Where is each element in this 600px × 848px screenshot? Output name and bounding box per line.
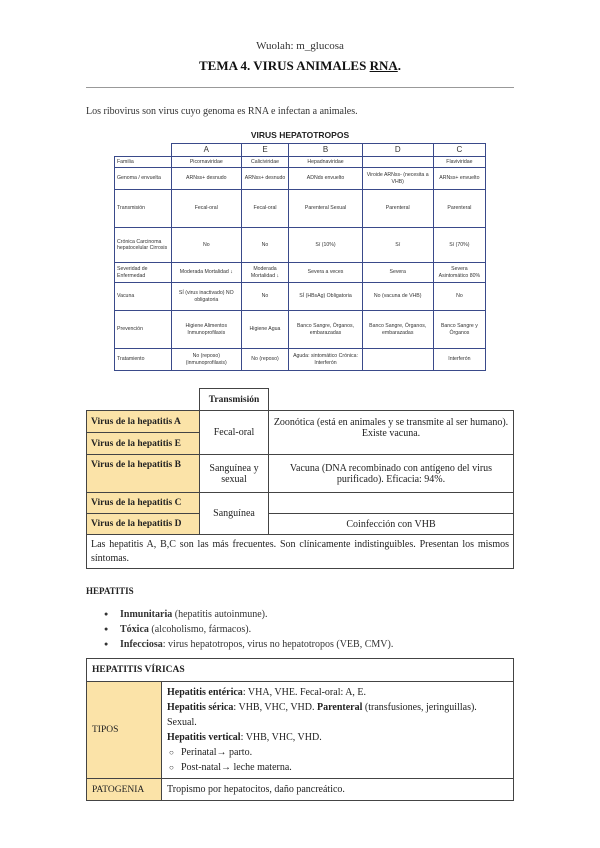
row-label: Vacuna xyxy=(115,283,172,311)
hepatitis-title: HEPATITIS xyxy=(86,586,134,596)
table-cell: Fecal-oral xyxy=(241,190,289,228)
table-cell: Sí (10%) xyxy=(289,228,362,263)
transmision-info-empty xyxy=(269,493,514,514)
table-cell: No xyxy=(241,283,289,311)
transmision-corner xyxy=(87,389,200,411)
table-cell: Flaviviridae xyxy=(433,157,485,168)
col-header: A xyxy=(172,144,242,157)
page-title xyxy=(0,58,600,74)
table-cell: Severa Asintomático 80% xyxy=(433,263,485,283)
item-text: : virus hepatotropos, virus no hepatotropos (VEB, CMV). xyxy=(162,639,394,650)
tipo-enterica xyxy=(167,685,508,700)
table-cell: Severa a veces xyxy=(289,263,362,283)
table-cell: Higiene Agua xyxy=(241,311,289,349)
table-cell: ARNss+ envuelto xyxy=(433,168,485,190)
circle-bullet-icon: ○ xyxy=(169,748,174,757)
table-cell: No xyxy=(433,283,485,311)
list-item xyxy=(104,637,393,652)
table-cell: Banco Sangre y Órganos xyxy=(433,311,485,349)
table-cell: Banco Sangre, Órganos, embarazadas xyxy=(362,311,433,349)
table-cell: Hepadnaviridae xyxy=(289,157,362,168)
transmision-info: Coinfección con VHB xyxy=(269,514,514,535)
transmision-mode: Sanguínea xyxy=(200,493,269,535)
table-cell: Parenteral Sexual xyxy=(289,190,362,228)
intro-paragraph: Los ribovirus son virus cuyo genoma es RNA e infectan a animales. xyxy=(86,106,358,117)
table-cell: No xyxy=(241,228,289,263)
table-cell: Sí xyxy=(362,228,433,263)
col-header: B xyxy=(289,144,362,157)
document-header-user: Wuolah: m_glucosa xyxy=(256,40,344,52)
table-cell: ADNds envuelto xyxy=(289,168,362,190)
enterica-text: : VHA, VHE. Fecal-oral: A, E. xyxy=(242,687,367,698)
list-item xyxy=(104,622,393,637)
item-bold: Inmunitaria xyxy=(120,609,173,620)
table-cell: Parenteral xyxy=(362,190,433,228)
postnatal-text: Post-natal→ leche materna. xyxy=(181,762,292,773)
tipo-vertical xyxy=(167,730,508,745)
table-cell: Interferón xyxy=(433,349,485,371)
virus-name: Virus de la hepatitis E xyxy=(87,433,200,455)
sub-item-postnatal xyxy=(167,760,508,775)
row-label: Familia xyxy=(115,157,172,168)
table-cell: Moderada Mortalidad ↓ xyxy=(172,263,242,283)
col-header: E xyxy=(241,144,289,157)
hepatotropos-table xyxy=(114,143,486,371)
table-cell: Aguda: sintomático Crónica: Interferón xyxy=(289,349,362,371)
transmision-header: Transmisión xyxy=(200,389,269,411)
table-cell: Caliciviridae xyxy=(241,157,289,168)
virus-name: Virus de la hepatitis C xyxy=(87,493,200,514)
enterica-bold: Hepatitis entérica xyxy=(167,687,243,698)
table-cell: ARNss+ desnudo xyxy=(172,168,242,190)
table-cell: Higiene Alimentos Inmunoprofilaxis xyxy=(172,311,242,349)
col-header: C xyxy=(433,144,485,157)
transmision-info: Vacuna (DNA recombinado con antígeno del virus purificado). Eficacia: 94%. xyxy=(269,455,514,493)
table-cell: Moderada Mortalidad ↓ xyxy=(241,263,289,283)
row-label: Severidad de Enfermedad xyxy=(115,263,172,283)
perinatal-text: Perinatal→ parto. xyxy=(181,747,253,758)
virus-name: Virus de la hepatitis A xyxy=(87,411,200,433)
tipo-serica xyxy=(167,700,508,730)
item-text: (alcoholismo, fármacos). xyxy=(148,624,252,635)
transmision-mode: Sanguínea y sexual xyxy=(200,455,269,493)
title-suffix: . xyxy=(397,58,402,73)
item-bold: Tóxica xyxy=(120,624,149,635)
table-cell xyxy=(362,349,433,371)
table-cell: Picornaviridae xyxy=(172,157,242,168)
title-prefix: TEMA 4. VIRUS ANIMALES xyxy=(198,58,370,73)
tipos-content xyxy=(162,682,514,779)
item-text: (hepatitis autoinmune). xyxy=(172,609,268,620)
row-label: Crónica Carcinoma hepatocelular Cirrosis xyxy=(115,228,172,263)
serica-bold: Hepatitis sérica xyxy=(167,702,234,713)
transmision-note: Las hepatitis A, B,C son las más frecuentes. Son clínicamente indistinguibles. Presentan los mismos síntomas. xyxy=(87,535,514,569)
transmision-mode: Fecal-oral xyxy=(200,411,269,455)
title-divider xyxy=(86,87,514,88)
serica-text: : VHB, VHC, VHD. xyxy=(233,702,318,713)
table-cell: Banco Sangre, Órganos, embarazadas xyxy=(289,311,362,349)
virus-name: Virus de la hepatitis B xyxy=(87,455,200,493)
vertical-text: : VHB, VHC, VHD. xyxy=(240,732,322,743)
patogenia-text: Tropismo por hepatocitos, daño pancreático. xyxy=(162,779,514,801)
item-bold: Infecciosa xyxy=(120,639,163,650)
hepatotropos-title: VIRUS HEPATOTROPOS xyxy=(250,130,350,140)
circle-bullet-icon: ○ xyxy=(169,763,174,772)
row-label: Transmisión xyxy=(115,190,172,228)
col-header: D xyxy=(362,144,433,157)
tipos-label: TIPOS xyxy=(87,682,162,779)
row-label: Tratamiento xyxy=(115,349,172,371)
table-cell: No (reposo) xyxy=(241,349,289,371)
transmision-corner-right xyxy=(269,389,514,411)
transmision-table xyxy=(86,388,514,569)
table-cell: Fecal-oral xyxy=(172,190,242,228)
table-cell: Viroide ARNss- (necesita a VHB) xyxy=(362,168,433,190)
list-item xyxy=(104,607,393,622)
serica-bold2: Parenteral xyxy=(317,702,363,713)
vertical-bold: Hepatitis vertical xyxy=(167,732,241,743)
row-label: Genoma / envuelta xyxy=(115,168,172,190)
table-cell: ARNss+ desnudo xyxy=(241,168,289,190)
table-cell xyxy=(362,157,433,168)
transmision-info: Zoonótica (está en animales y se transmite al ser humano). Existe vacuna. xyxy=(269,411,514,455)
hepatitis-list xyxy=(104,607,393,652)
viricas-title: HEPATITIS VÍRICAS xyxy=(87,659,514,682)
sub-item-perinatal xyxy=(167,745,508,760)
table-cell: No xyxy=(172,228,242,263)
table-cell: No (vacuna de VHB) xyxy=(362,283,433,311)
table-cell: Severa xyxy=(362,263,433,283)
title-underlined: RNA xyxy=(369,58,398,73)
table-cell: SÍ (virus inactivado) NO obligatoria xyxy=(172,283,242,311)
row-label: Prevención xyxy=(115,311,172,349)
table-cell: SÍ (HBsAg) Obligatoria xyxy=(289,283,362,311)
hepatotropos-corner xyxy=(115,144,172,157)
hepatitis-viricas-table xyxy=(86,658,514,801)
virus-name: Virus de la hepatitis D xyxy=(87,514,200,535)
table-cell: Sí (70%) xyxy=(433,228,485,263)
serica-rest: (transfusiones, jeringuillas). Sexual. xyxy=(167,702,477,728)
table-cell: No (reposo) (inmunoprofilaxis) xyxy=(172,349,242,371)
table-cell: Parenteral xyxy=(433,190,485,228)
patogenia-label: PATOGENIA xyxy=(87,779,162,801)
